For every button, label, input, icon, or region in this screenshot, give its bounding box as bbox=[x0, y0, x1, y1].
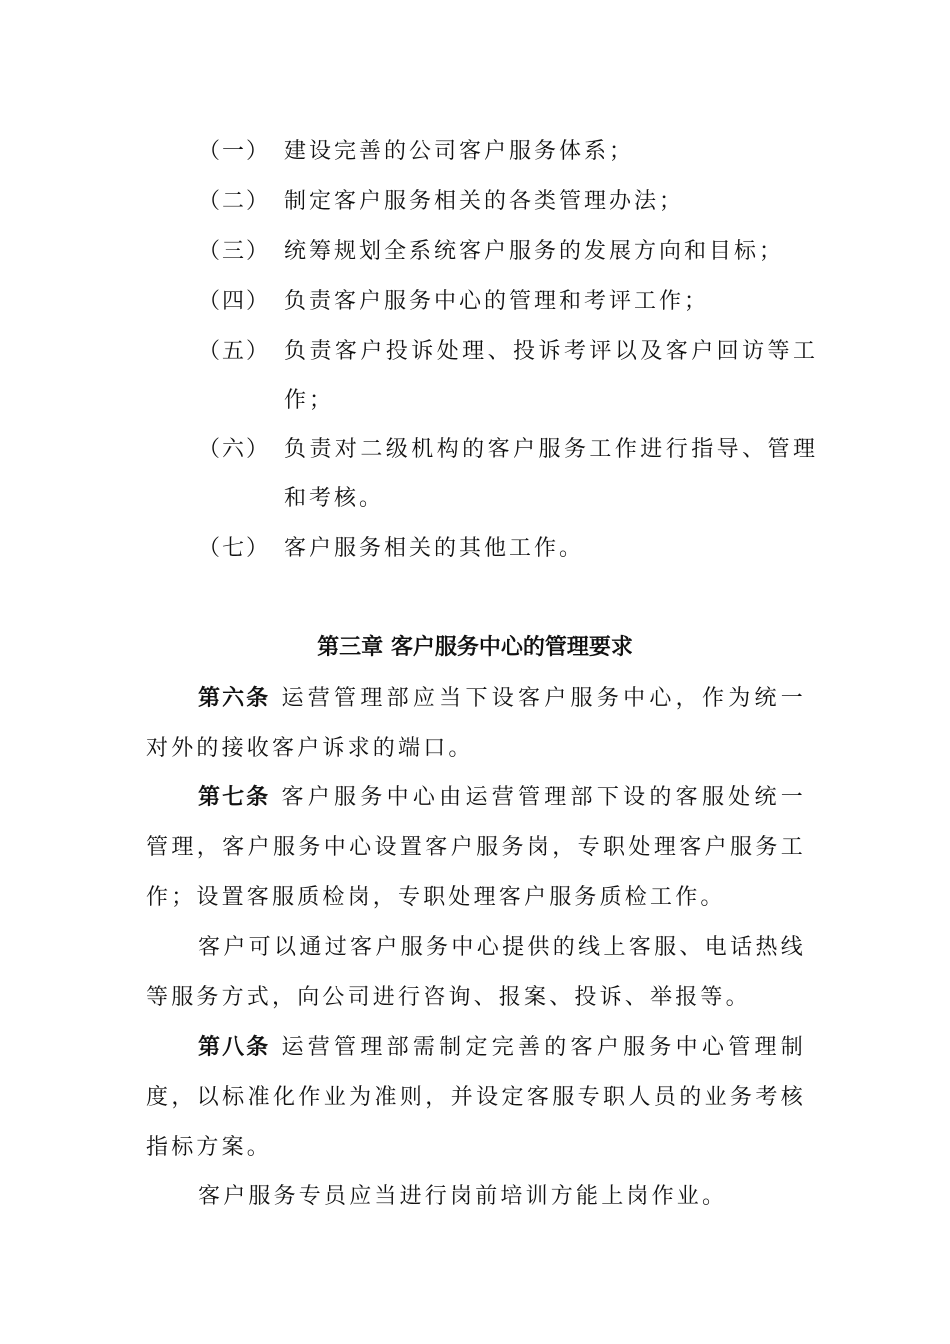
article-paragraph bbox=[146, 1023, 806, 1173]
list-text: 统筹规划全系统客户服务的发展方向和目标； bbox=[284, 239, 785, 264]
list-number: （五） bbox=[198, 339, 271, 364]
list-item bbox=[198, 227, 818, 276]
list-number: （二） bbox=[198, 189, 271, 214]
list-number: （三） bbox=[198, 239, 271, 264]
article-paragraph bbox=[146, 773, 806, 923]
list-item bbox=[198, 277, 818, 326]
paragraph-text: 客户服务专员应当进行岗前培训方能上岗作业。 bbox=[198, 1184, 728, 1209]
list-text: 负责对二级机构的客户服务工作进行指导、管理和考核。 bbox=[284, 437, 818, 511]
paragraph-text: 运营管理部应当下设客户服务中心，作为统一对外的接收客户诉求的端口。 bbox=[146, 686, 806, 761]
list-text: 建设完善的公司客户服务体系； bbox=[284, 139, 635, 164]
list-item bbox=[198, 425, 818, 523]
chapter-title: 第三章 客户服务中心的管理要求 bbox=[317, 635, 633, 660]
article-label: 第八条 bbox=[198, 1035, 271, 1060]
list-text: 客户服务相关的其他工作。 bbox=[284, 536, 585, 561]
list-text: 制定客户服务相关的各类管理办法； bbox=[284, 189, 685, 214]
list-item bbox=[198, 327, 818, 425]
article-paragraph bbox=[146, 923, 806, 1023]
paragraph-text: 客户可以通过客户服务中心提供的线上客服、电话热线等服务方式，向公司进行咨询、报案、投诉、举报等。 bbox=[146, 935, 806, 1010]
paragraph-text: 运营管理部需制定完善的客户服务中心管理制度，以标准化作业为准则，并设定客服专职人员的业务考核指标方案。 bbox=[146, 1035, 806, 1160]
article-label: 第六条 bbox=[198, 686, 271, 711]
list-number: （七） bbox=[198, 536, 271, 561]
article-paragraph bbox=[146, 674, 806, 774]
list-number: （四） bbox=[198, 289, 271, 314]
list-number: （一） bbox=[198, 139, 271, 164]
article-label: 第七条 bbox=[198, 785, 271, 810]
list-item bbox=[198, 127, 818, 176]
paragraph-text: 客户服务中心由运营管理部下设的客服处统一管理，客户服务中心设置客户服务岗，专职处理客户服务工作；设置客服质检岗，专职处理客户服务质检工作。 bbox=[146, 785, 806, 910]
list-number: （六） bbox=[198, 437, 271, 462]
list-text: 负责客户投诉处理、投诉考评以及客户回访等工作； bbox=[284, 339, 818, 413]
list-item bbox=[198, 177, 818, 226]
list-item bbox=[198, 524, 818, 573]
list-text: 负责客户服务中心的管理和考评工作； bbox=[284, 289, 710, 314]
article-paragraph bbox=[146, 1172, 806, 1222]
